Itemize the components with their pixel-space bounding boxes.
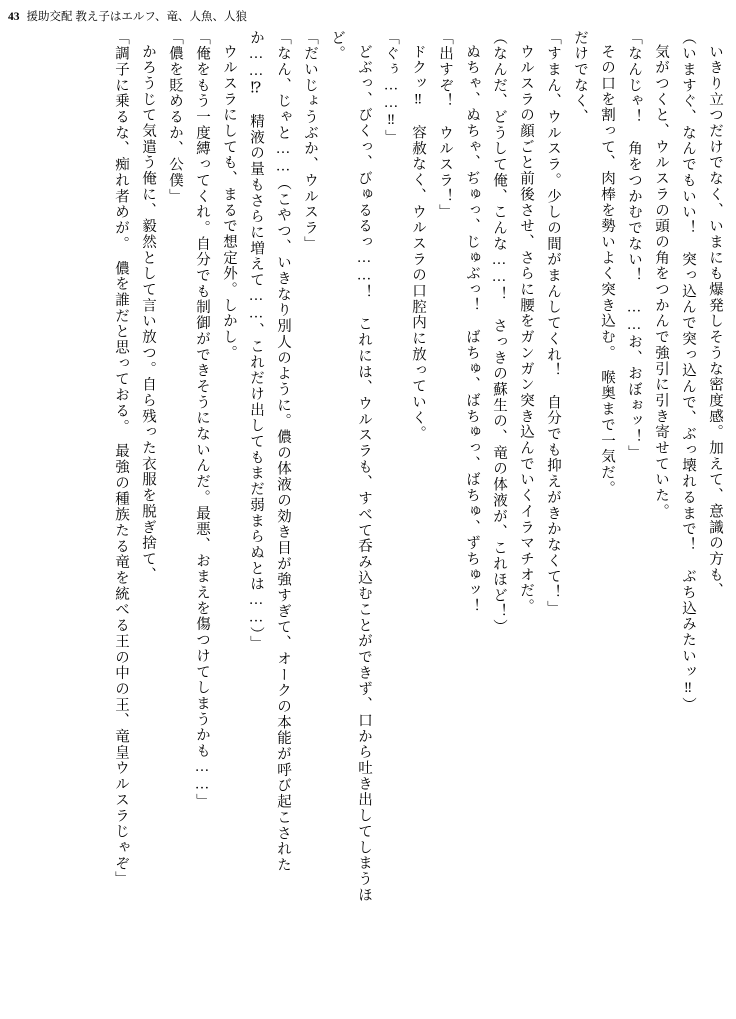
page-number: 43 [8, 11, 20, 23]
page-body [14, 30, 722, 998]
text-column: 「儂を貶めるか、公僕」 [167, 30, 183, 205]
text-column: ウルスラにしても、まるで想定外。しかし。 [221, 44, 237, 361]
text-column: 「なんじゃ！ 角をつかむでない！ ……お、おぼぉッ！」 [626, 30, 642, 461]
running-header [8, 8, 728, 26]
text-column: どぶっ、びくっ、びゅるるっ……！ これには、ウルスラも、すべて呑み込むことができず、口から吐き出してしまうほ [356, 44, 372, 903]
text-column: 気がつくと、ウルスラの頭の角をつかんで強引に引き寄せていた。 [653, 44, 669, 520]
text-column: 「なん、じゃと……（こやつ、いきなり別人のように。儂の体液の効き目が強すぎて、オークの本能が呼び起こされた [275, 30, 291, 874]
text-column: その口を割って、肉棒を勢いよく突き込む。 喉奥まで一気だ。 [599, 44, 615, 497]
text-column: 「すまん、ウルスラ。少しの間がまんしてくれ！ 自分でも抑えがきかなくて！」 [545, 30, 561, 617]
text-column: （いますぐ、なんでもいい！ 突っ込んで突っ込んで、ぶっ壊れるまで！ ぶち込みたいッ‼） [680, 30, 696, 714]
text-column: （なんだ、どうして俺、こんな……！ さっきの蘇生の、竜の体液が、これほど！） [491, 30, 507, 636]
text-column: かろうじて気遣う俺に、毅然として言い放つ。自ら残った衣服を脱ぎ捨て、 [140, 44, 156, 583]
text-column: か……⁉ 精液の量もさらに増えて……、これだけ出してもまだ弱まらぬとは……）」 [248, 30, 264, 652]
vertical-text-columns [101, 30, 722, 1005]
text-column: ウルスラの顔ごと前後させ、さらに腰をガンガン突き込んでいくイラマチオだ。 [518, 44, 534, 615]
text-column: いきり立つだけでなく、いまにも爆発しそうな密度感。加えて、意識の方も、 [707, 44, 723, 599]
text-column: 「調子に乗るな、痴れ者めが。 儂を誰だと思っておる。 最強の種族たる竜を統べる王の中の王、竜皇ウルスラじゃぞ」 [113, 30, 129, 888]
text-column: ぬちゃ、ぬちゃ、ぢゅっ、じゅぶっ！ ばちゅ、ばちゅっ、ばちゅ、ずちゅッ！ [464, 44, 480, 615]
book-title: 援助交配 教え子はエルフ、竜、人魚、人狼 [26, 11, 247, 23]
text-column: だけでなく、 [572, 30, 588, 126]
text-column: 「出すぞ！ ウルスラ！」 [437, 30, 453, 221]
text-column: 「だいじょうぶか、ウルスラ」 [302, 30, 318, 252]
text-column: 「俺をもう一度縛ってくれ。自分でも制御ができそうにないんだ。最悪、おまえを傷つけてしまうかも……」 [194, 30, 210, 810]
text-column: ど。 [329, 30, 345, 62]
text-column: 「ぐぅ……‼」 [383, 30, 399, 146]
text-column: ドクッ‼ 容赦なく、ウルスラの口腔内に放っていく。 [410, 44, 426, 442]
